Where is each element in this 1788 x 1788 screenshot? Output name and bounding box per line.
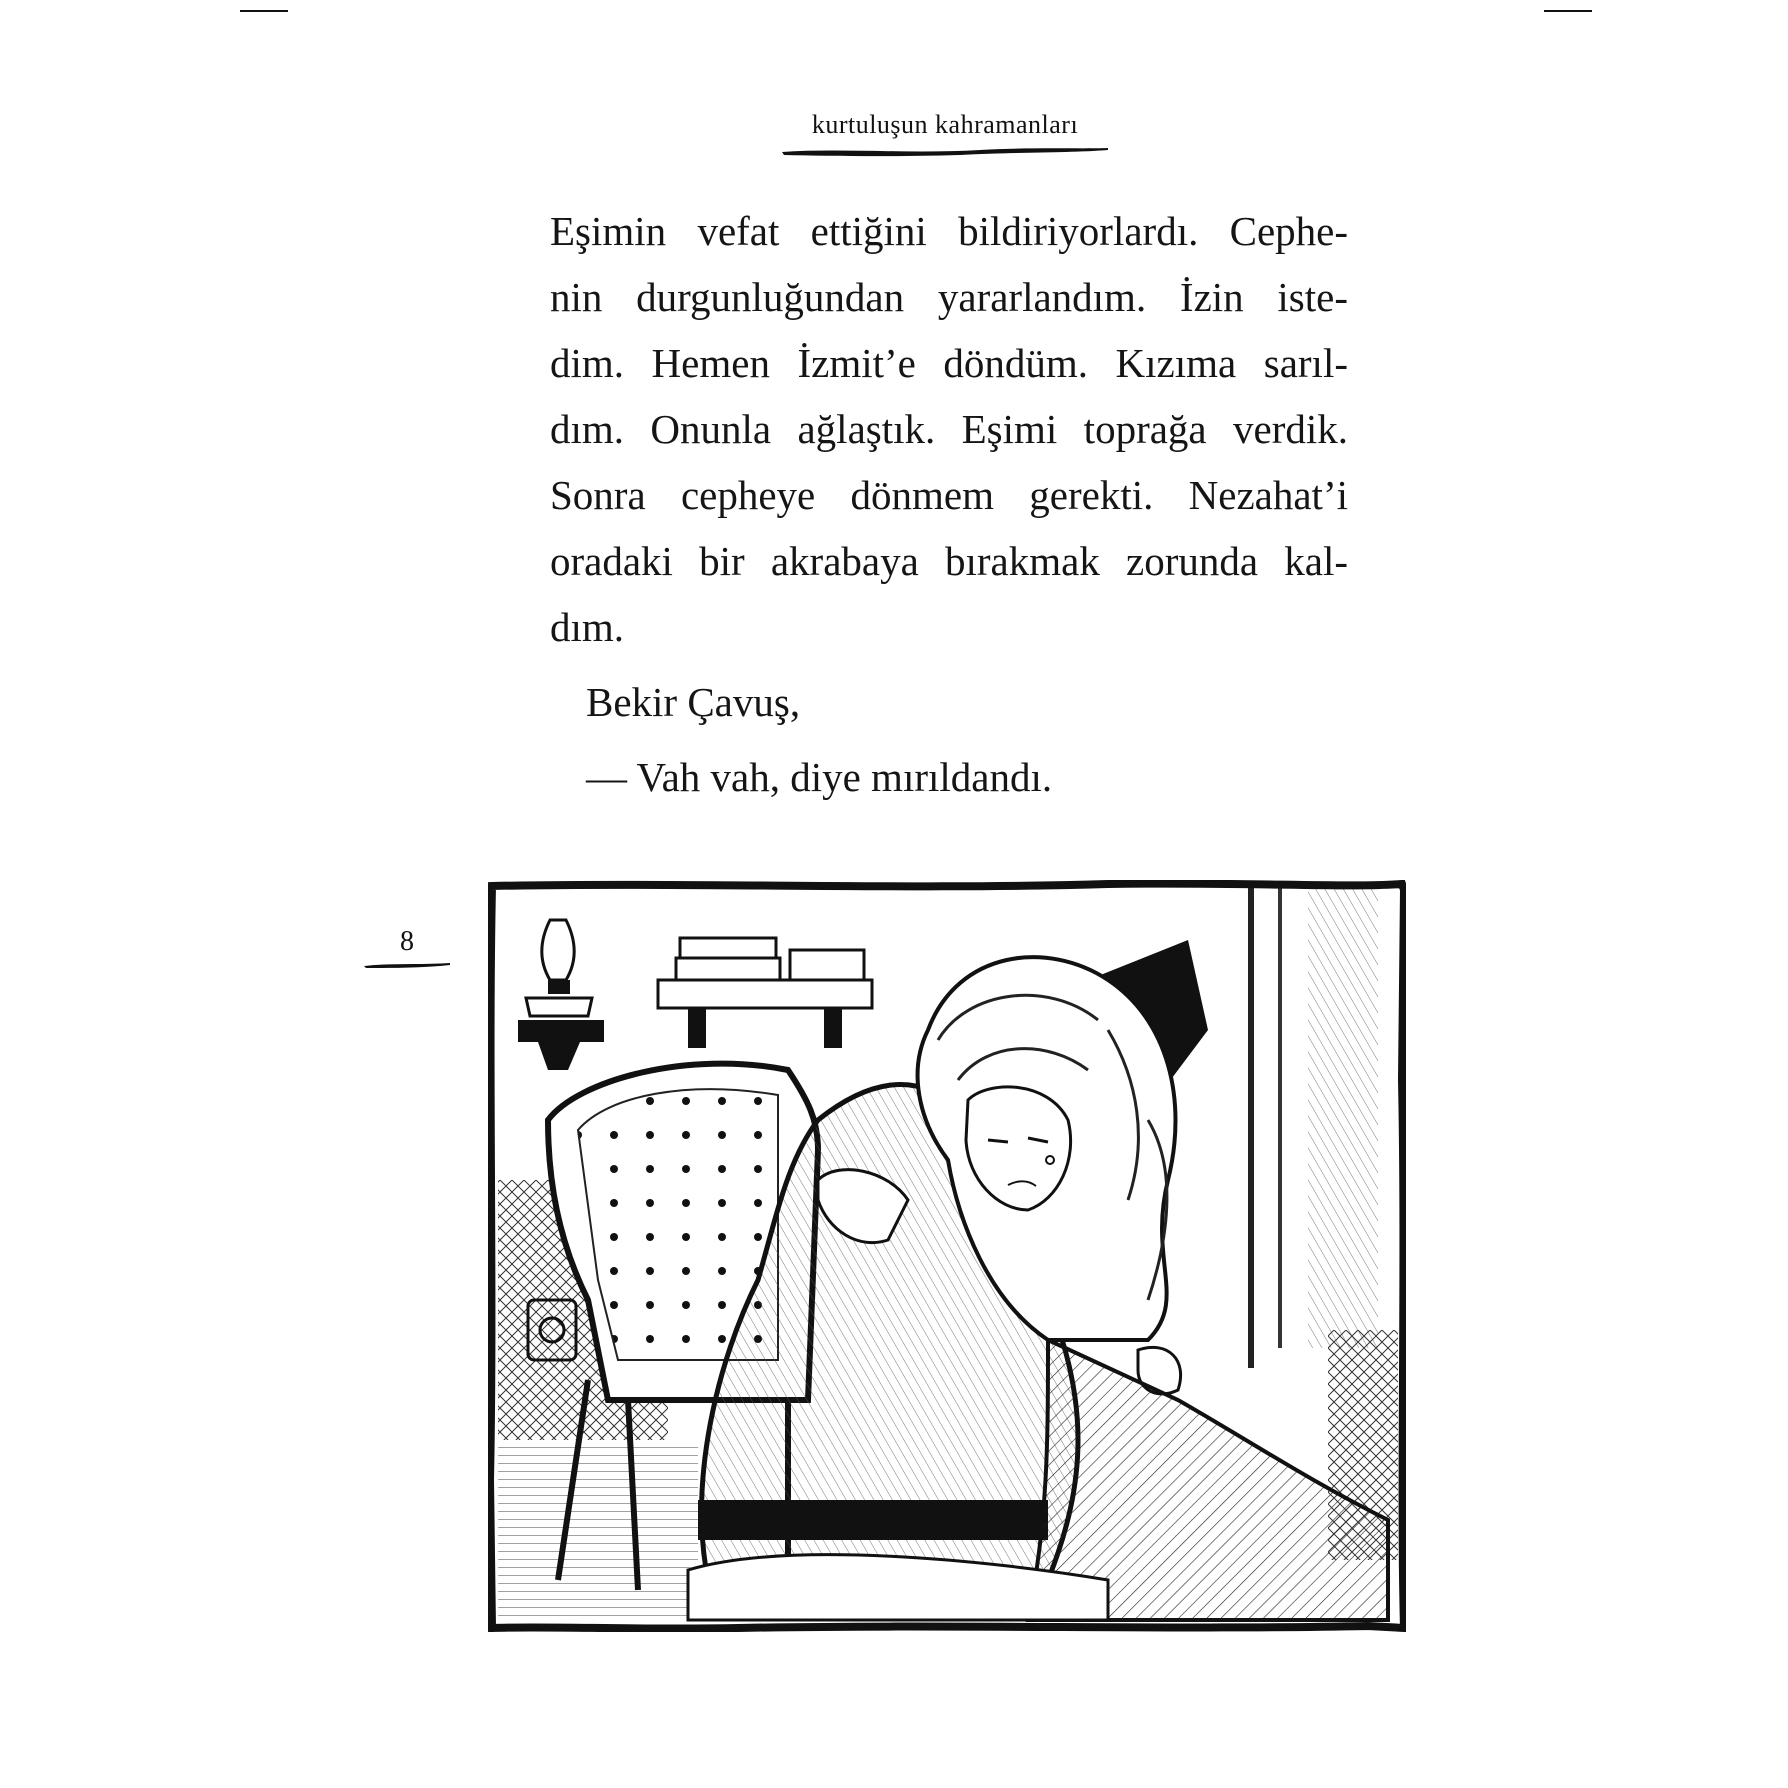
text-line: Eşimin vefat ettiğini bildiriyorlardı. Cephe- xyxy=(550,208,1348,254)
text-line: dım. Onunla ağlaştık. Eşimi toprağa verdik. xyxy=(550,406,1348,452)
crop-mark-left xyxy=(240,10,288,12)
text-line: oradaki bir akrabaya bırakmak zorunda kal- xyxy=(550,538,1348,584)
body-text xyxy=(550,198,1348,810)
illustration xyxy=(488,880,1406,1632)
running-header xyxy=(780,110,1110,158)
page-number xyxy=(362,926,452,970)
crop-mark-right xyxy=(1544,10,1592,12)
text-line: dim. Hemen İzmit’e döndüm. Kızıma sarıl- xyxy=(550,340,1348,386)
text-line: nin durgunluğundan yararlandım. İzin iste- xyxy=(550,274,1348,320)
text-line: Sonra cepheye dönmem gerekti. Nezahat’i xyxy=(550,472,1348,518)
paragraph-1 xyxy=(550,198,1348,660)
paragraph-2: Bekir Çavuş, xyxy=(586,679,801,725)
header-brush-rule xyxy=(780,144,1110,158)
paragraph-3: — Vah vah, diye mırıldandı. xyxy=(586,754,1053,800)
illustration-drawing xyxy=(488,880,1406,1632)
page-number-text: 8 xyxy=(400,926,414,957)
text-line: dım. xyxy=(550,604,625,650)
page-number-brush-rule xyxy=(362,960,452,970)
running-header-title: kurtuluşun kahramanları xyxy=(811,110,1079,139)
floor-boards xyxy=(498,1440,698,1620)
curtain xyxy=(1308,888,1378,1348)
